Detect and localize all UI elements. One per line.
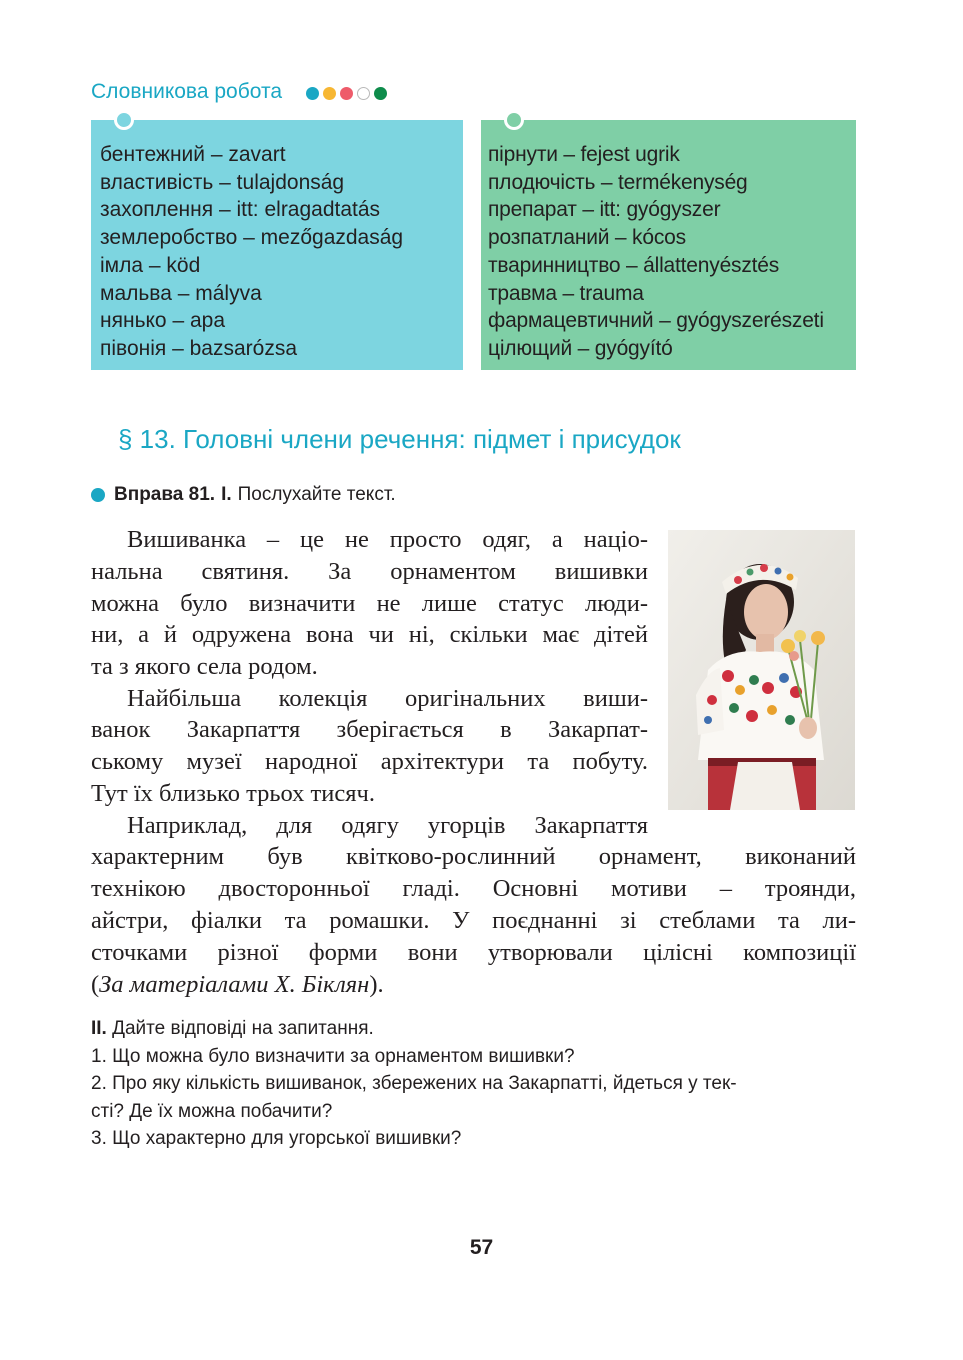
dot-red bbox=[340, 87, 353, 100]
vocabulary-item: розпатланий – kócos bbox=[488, 226, 686, 250]
question-item-continuation: сті? Де їх можна побачити? bbox=[91, 1100, 333, 1122]
vocabulary-item: тваринництво – állattenyésztés bbox=[488, 253, 780, 277]
dot-white bbox=[357, 87, 370, 100]
page-number: 57 bbox=[469, 1236, 494, 1259]
exercise-header bbox=[91, 484, 396, 506]
exercise-bullet-icon bbox=[91, 488, 105, 502]
card-scallop-edge bbox=[91, 366, 463, 374]
text-line: Тут їх близько трьох тисяч. bbox=[91, 780, 375, 807]
text-line: та з якого села родом. bbox=[91, 653, 318, 680]
exercise-part-number: І. bbox=[221, 484, 232, 505]
vocabulary-item: нянько – apa bbox=[100, 309, 225, 333]
text-line: ни, а й одружена вона чи ні, скільки має дітей bbox=[91, 621, 648, 648]
vocabulary-item: фармацевтичний – gyógyszerészeti bbox=[488, 309, 824, 333]
vocabulary-list-right bbox=[481, 120, 856, 363]
card-ring-icon bbox=[114, 110, 134, 130]
vocabulary-item: плодючість – termékenység bbox=[488, 170, 748, 194]
text-line: Вишиванка – це не просто одяг, а націо- bbox=[127, 526, 648, 553]
text-line: Найбільша колекція оригінальних виши- bbox=[127, 685, 648, 712]
section-heading: § 13. Головні члени речення: підмет і присудок bbox=[118, 424, 681, 454]
vocabulary-list-left bbox=[91, 120, 463, 363]
vocabulary-item: півонія – bazsarózsa bbox=[100, 336, 298, 360]
question-item: 3. Що характерно для угорської вишивки? bbox=[91, 1128, 462, 1149]
vocabulary-item: властивість – tulajdonság bbox=[100, 170, 345, 194]
text-line-source bbox=[91, 969, 856, 1001]
dot-green bbox=[374, 87, 387, 100]
text-line: ванок Закарпаття зберігається в Закарпат- bbox=[91, 716, 648, 743]
source-paren-open: ( bbox=[91, 971, 100, 998]
questions-block bbox=[91, 1015, 737, 1153]
vocabulary-card-right bbox=[481, 120, 856, 370]
questions-heading-text: Дайте відповіді на запитання. bbox=[112, 1018, 374, 1039]
text-line: характерним був квітково-рослинний орнамент, виконаний bbox=[91, 843, 856, 870]
text-line: нальна святиня. За орнаментом вишивки bbox=[91, 558, 648, 585]
text-line: Наприклад, для одягу угорців Закарпаття bbox=[127, 812, 648, 839]
vocabulary-item: імла – köd bbox=[100, 253, 201, 277]
exercise-label: Вправа 81. bbox=[114, 484, 216, 505]
text-line: сточками різної форми вони утворювали цілісні композиції bbox=[91, 939, 856, 966]
question-item: 1. Що можна було визначити за орнаментом вишивки? bbox=[91, 1045, 575, 1067]
vocabulary-card-left bbox=[91, 120, 463, 370]
question-item: 2. Про яку кількість вишиванок, збережених на Закарпатті, йдеться у тек- bbox=[91, 1073, 737, 1094]
vocabulary-item: пірнути – fejest ugrik bbox=[488, 143, 680, 166]
vocabulary-item: мальва – mályva bbox=[100, 281, 262, 305]
card-scallop-edge bbox=[481, 366, 856, 374]
dot-cyan bbox=[306, 87, 319, 100]
vocabulary-item: землеробство – mezőgazdaság bbox=[100, 226, 404, 250]
vocabulary-item: травма – trauma bbox=[488, 281, 644, 305]
vocabulary-item: захоплення – itt: elragadtatás bbox=[100, 198, 381, 222]
vocabulary-item: цілющий – gyógyító bbox=[488, 336, 673, 360]
questions-part-number: ІІ. bbox=[91, 1018, 107, 1039]
text-line: можна було визначити не лише статус люди- bbox=[91, 590, 648, 617]
vocabulary-item: бентежний – zavart bbox=[100, 143, 286, 166]
questions-heading bbox=[91, 1015, 737, 1043]
card-ring-icon bbox=[504, 110, 524, 130]
text-line: ському музеї народної архітектури та побуту. bbox=[91, 748, 648, 775]
text-line: айстри, фіалки та ромашки. У поєднанні зі стеблами та ли- bbox=[91, 907, 856, 934]
source-paren-close: ). bbox=[369, 971, 384, 998]
text-line: технікою двосторонньої гладі. Основні мотиви – троянди, bbox=[91, 875, 856, 902]
woman-in-embroidered-shirt-photo bbox=[668, 530, 855, 810]
vocabulary-title: Словникова робота bbox=[91, 80, 283, 103]
vocabulary-dots bbox=[306, 87, 387, 100]
dot-yellow bbox=[323, 87, 336, 100]
exercise-instruction: Послухайте текст. bbox=[237, 484, 396, 505]
vocabulary-item: препарат – itt: gyógyszer bbox=[488, 198, 721, 222]
source-citation: За матеріалами Х. Біклян bbox=[99, 971, 370, 998]
